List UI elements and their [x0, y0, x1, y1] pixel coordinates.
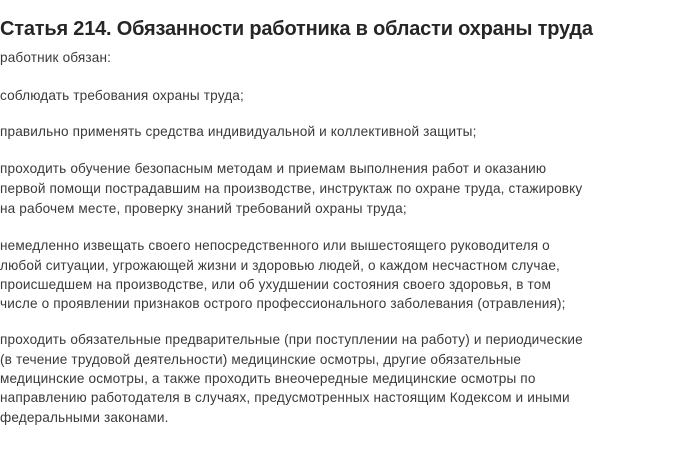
- paragraph-4-line-2: любой ситуации, угрожающей жизни и здоровью людей, о каждом несчастном случае,: [0, 258, 560, 273]
- paragraph-3-line-3: на рабочем месте, проверку знаний требований охраны труда;: [0, 201, 407, 216]
- paragraph-5-line-4: направлению работодателя в случаях, предусмотренных настоящим Кодексом и иными: [0, 390, 570, 405]
- intro-line: работник обязан:: [0, 50, 112, 65]
- paragraph-2-line-1: правильно применять средства индивидуальной и коллективной защиты;: [0, 124, 477, 139]
- paragraph-5-line-5: федеральными законами.: [0, 410, 169, 425]
- paragraph-4-line-4: числе о проявлении признаков острого профессионального заболевания (отравления);: [0, 296, 566, 311]
- paragraph-3-line-2: первой помощи пострадавшим на производстве, инструктаж по охране труда, стажировку: [0, 181, 583, 196]
- paragraph-5-line-1: проходить обязательные предварительные (при поступлении на работу) и периодические: [0, 332, 583, 347]
- paragraph-3-line-1: проходить обучение безопасным методам и приемам выполнения работ и оказанию: [0, 161, 547, 176]
- paragraph-5-line-3: медицинские осмотры, а также проходить внеочередные медицинские осмотры по: [0, 371, 536, 386]
- paragraph-4-line-3: происшедшем на производстве, или об ухудшении состояния своего здоровья, в том: [0, 277, 551, 292]
- paragraph-4-line-1: немедленно извещать своего непосредственного или вышестоящего руководителя о: [0, 238, 550, 253]
- paragraph-5-line-2: (в течение трудовой деятельности) медицинские осмотры, другие обязательные: [0, 352, 522, 367]
- article-title: Статья 214. Обязанности работника в области охраны труда: [0, 18, 593, 40]
- paragraph-1-line-1: соблюдать требования охраны труда;: [0, 88, 244, 103]
